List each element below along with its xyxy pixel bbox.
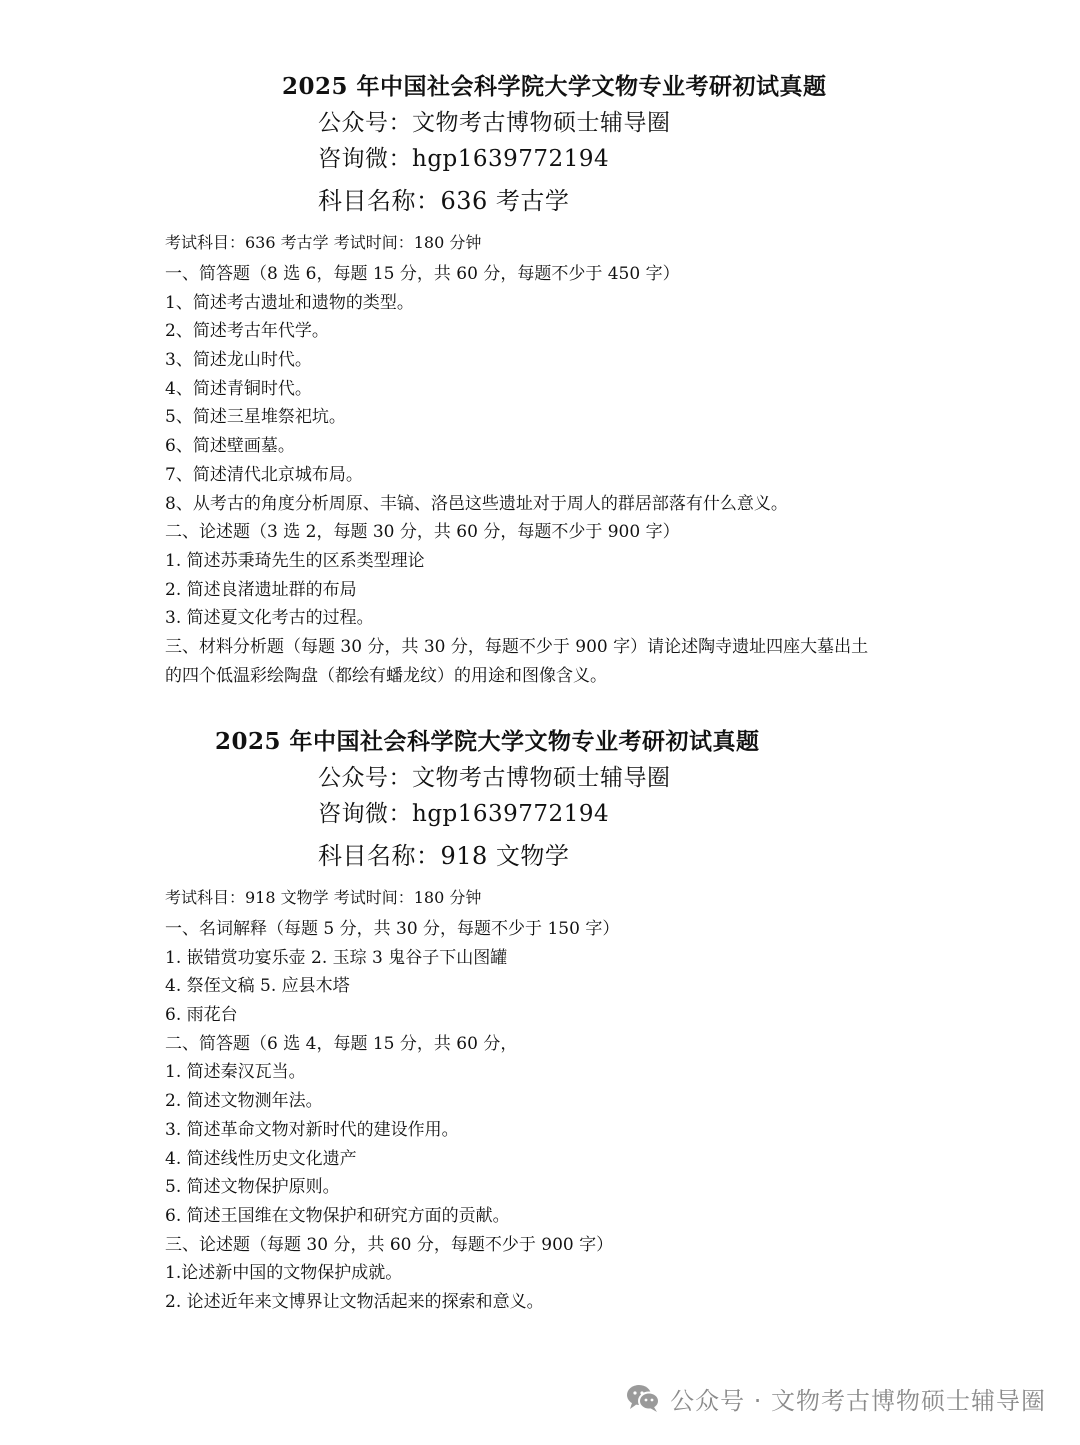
section-heading: 三、材料分析题（每题 30 分，共 30 分，每题不少于 900 字）请论述陶寺遗址四座大墓出土 (165, 636, 869, 657)
exam-title: 2025 年中国社会科学院大学文物专业考研初试真题 (282, 73, 827, 100)
question-item: 6、简述壁画墓。 (165, 436, 295, 457)
question-item: 2. 论述近年来文博界让文物活起来的探索和意义。 (165, 1291, 544, 1312)
wechat-icon (626, 1383, 660, 1413)
question-item: 2、简述考古年代学。 (165, 321, 329, 342)
question-item: 1、简述考古遗址和遗物的类型。 (165, 292, 414, 313)
question-list (165, 260, 985, 690)
question-item: 2. 简述文物测年法。 (165, 1091, 323, 1112)
question-item: 1. 简述苏秉琦先生的区系类型理论 (165, 550, 425, 571)
question-item: 3. 简述夏文化考古的过程。 (165, 608, 374, 629)
section-heading: 三、论述题（每题 30 分，共 60 分，每题不少于 900 字） (165, 1234, 614, 1255)
consult-contact-line: 咨询微：hgp1639772194 (318, 146, 610, 172)
section-heading: 一、名词解释（每题 5 分，共 30 分，每题不少于 150 字） (165, 919, 620, 939)
exam-meta: 考试科目：636 考古学 考试时间：180 分钟 (165, 233, 482, 252)
public-account-line: 公众号：文物考古博物硕士辅导圈 (318, 110, 671, 136)
section-heading: 一、简答题（8 选 6，每题 15 分，共 60 分，每题不少于 450 字） (165, 264, 680, 284)
question-item: 1. 简述秦汉瓦当。 (165, 1062, 306, 1083)
question-item: 1. 嵌错赏功宴乐壶 2. 玉琮 3 鬼谷子下山图罐 (165, 947, 508, 968)
question-list (165, 915, 985, 1317)
question-item: 6. 雨花台 (165, 1005, 238, 1026)
exam-meta: 考试科目：918 文物学 考试时间：180 分钟 (165, 888, 482, 907)
public-account-line: 公众号：文物考古博物硕士辅导圈 (318, 765, 671, 791)
question-item: 4. 祭侄文稿 5. 应县木塔 (165, 976, 350, 997)
wechat-watermark (626, 1378, 1046, 1418)
question-item: 4. 简述线性历史文化遗产 (165, 1148, 357, 1169)
question-continuation: 的四个低温彩绘陶盘（都绘有蟠龙纹）的用途和图像含义。 (165, 665, 607, 686)
question-item: 3. 简述革命文物对新时代的建设作用。 (165, 1119, 459, 1140)
watermark-text: 公众号 · 文物考古博物硕士辅导圈 (670, 1386, 1046, 1415)
consult-contact-line: 咨询微：hgp1639772194 (318, 801, 610, 827)
exam-title: 2025 年中国社会科学院大学文物专业考研初试真题 (215, 728, 760, 755)
subject-name: 科目名称：918 文物学 (318, 842, 570, 870)
question-item: 7、简述清代北京城布局。 (165, 464, 363, 485)
question-item: 5、简述三星堆祭祀坑。 (165, 407, 346, 428)
question-item: 8、从考古的角度分析周原、丰镐、洛邑这些遗址对于周人的群居部落有什么意义。 (165, 493, 788, 514)
question-item: 3、简述龙山时代。 (165, 350, 312, 371)
question-item: 5. 简述文物保护原则。 (165, 1177, 340, 1198)
question-item: 1.论述新中国的文物保护成就。 (165, 1263, 403, 1284)
question-item: 6. 简述王国维在文物保护和研究方面的贡献。 (165, 1205, 510, 1226)
question-item: 2. 简述良渚遗址群的布局 (165, 579, 357, 600)
question-item: 4、简述青铜时代。 (165, 378, 312, 399)
subject-name: 科目名称：636 考古学 (318, 187, 570, 215)
section-heading: 二、论述题（3 选 2，每题 30 分，共 60 分，每题不少于 900 字） (165, 522, 680, 543)
section-heading: 二、简答题（6 选 4，每题 15 分，共 60 分， (165, 1033, 518, 1054)
